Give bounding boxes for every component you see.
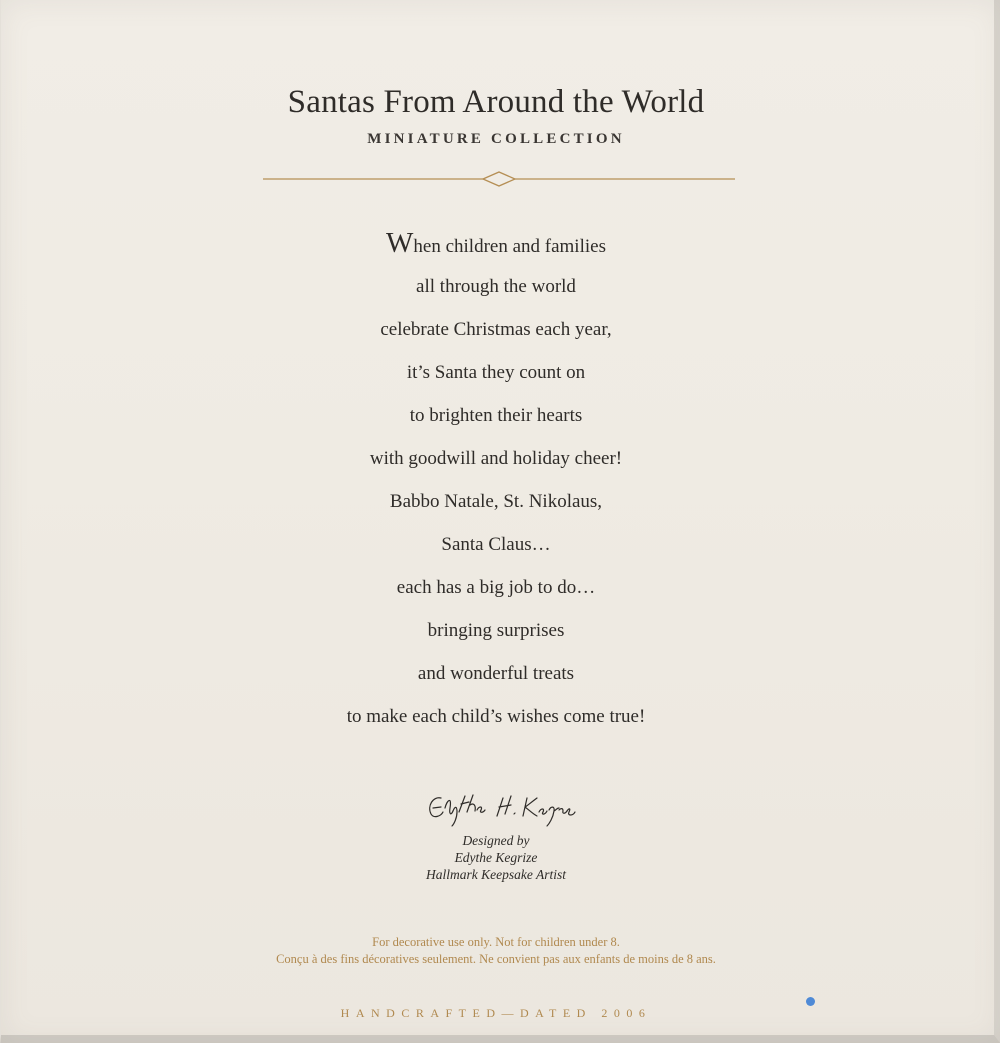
- poem-line: bringing surprises: [427, 620, 565, 641]
- poem-first-line-rest: hen children and families: [413, 236, 606, 257]
- poem-line: to make each child’s wishes come true!: [346, 706, 646, 727]
- page-title: Santas From Around the World: [287, 84, 705, 120]
- poem-line: it’s Santa they count on: [406, 362, 586, 383]
- notice-english: For decorative use only. Not for children under 8.: [372, 935, 620, 949]
- poem-line: Santa Claus…: [441, 534, 551, 555]
- poem-line: celebrate Christmas each year,: [380, 319, 612, 340]
- page-subtitle: MINIATURE COLLECTION: [367, 131, 625, 147]
- poem-line: with goodwill and holiday cheer!: [369, 448, 623, 469]
- poem-line: each has a big job to do…: [396, 577, 596, 598]
- handwritten-signature: [419, 786, 579, 834]
- poem-line: Babbo Natale, St. Nikolaus,: [389, 491, 603, 512]
- notice-french: Conçu à des fins décoratives seulement. Ne convient pas aux enfants de moins de 8 ans.: [276, 952, 716, 966]
- credit-artist-title: Hallmark Keepsake Artist: [426, 867, 566, 882]
- poem-line: all through the world: [416, 276, 576, 297]
- poem-line: and wonderful treats: [417, 663, 575, 684]
- credit-designed-by: Designed by: [462, 833, 530, 848]
- ornamental-divider: [263, 170, 735, 188]
- poem: [1, 222, 991, 738]
- blue-dot-marker: [806, 997, 815, 1006]
- poem-line: [1, 222, 991, 265]
- credit-artist-name: Edythe Kegrize: [454, 850, 538, 865]
- footer-handcrafted-dated: HANDCRAFTED—DATED 2006: [340, 1006, 652, 1020]
- poem-line: to brighten their hearts: [409, 405, 583, 426]
- poem-drop-cap: W: [386, 227, 414, 259]
